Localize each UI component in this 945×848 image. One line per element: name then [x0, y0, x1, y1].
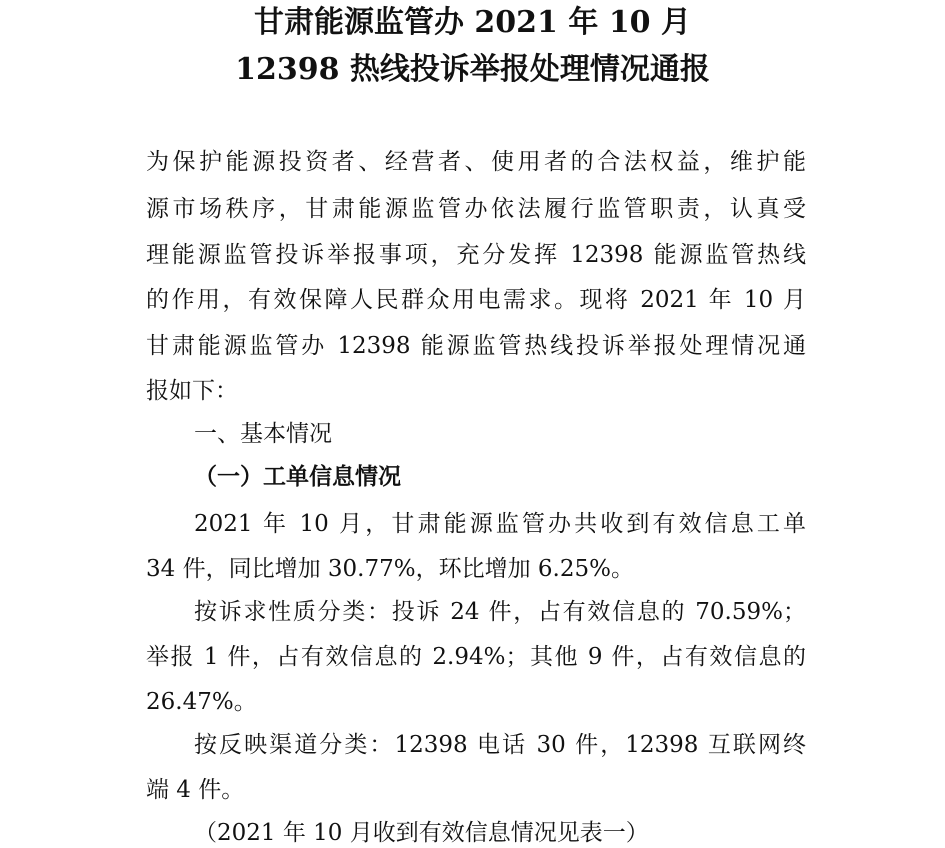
nature-line-3: 26.47%。 [146, 689, 257, 715]
channel-line-2: 端 4 件。 [146, 777, 245, 803]
intro-line-6: 报如下： [146, 378, 238, 404]
intro-line-4: 的作用，有效保障人民群众用电需求。现将 2021 年 10 月 [146, 287, 806, 313]
nature-line-1: 按诉求性质分类：投诉 24 件，占有效信息的 70.59%； [194, 599, 806, 625]
nature-line-2: 举报 1 件，占有效信息的 2.94%；其他 9 件，占有效信息的 [146, 644, 806, 670]
channel-line-1: 按反映渠道分类：12398 电话 30 件，12398 互联网终 [194, 732, 806, 758]
table-reference-caption: （2021 年 10 月收到有效信息情况见表一） [194, 820, 649, 846]
intro-line-1: 为保护能源投资者、经营者、使用者的合法权益，维护能 [146, 149, 806, 175]
document-title-line-1: 甘肃能源监管办 2021 年 10 月 [253, 5, 692, 40]
work-order-line-1: 2021 年 10 月，甘肃能源监管办共收到有效信息工单 [194, 511, 806, 537]
work-order-line-2: 34 件，同比增加 30.77%，环比增加 6.25%。 [146, 556, 634, 582]
subsection-heading-work-order-info: （一）工单信息情况 [194, 463, 401, 490]
section-heading-basic-situation: 一、基本情况 [194, 421, 332, 447]
intro-line-2: 源市场秩序，甘肃能源监管办依法履行监管职责，认真受 [146, 196, 806, 222]
intro-line-5: 甘肃能源监管办 12398 能源监管热线投诉举报处理情况通 [146, 333, 806, 359]
intro-line-3: 理能源监管投诉举报事项，充分发挥 12398 能源监管热线 [146, 242, 806, 268]
document-title-line-2: 12398 热线投诉举报处理情况通报 [235, 52, 710, 87]
